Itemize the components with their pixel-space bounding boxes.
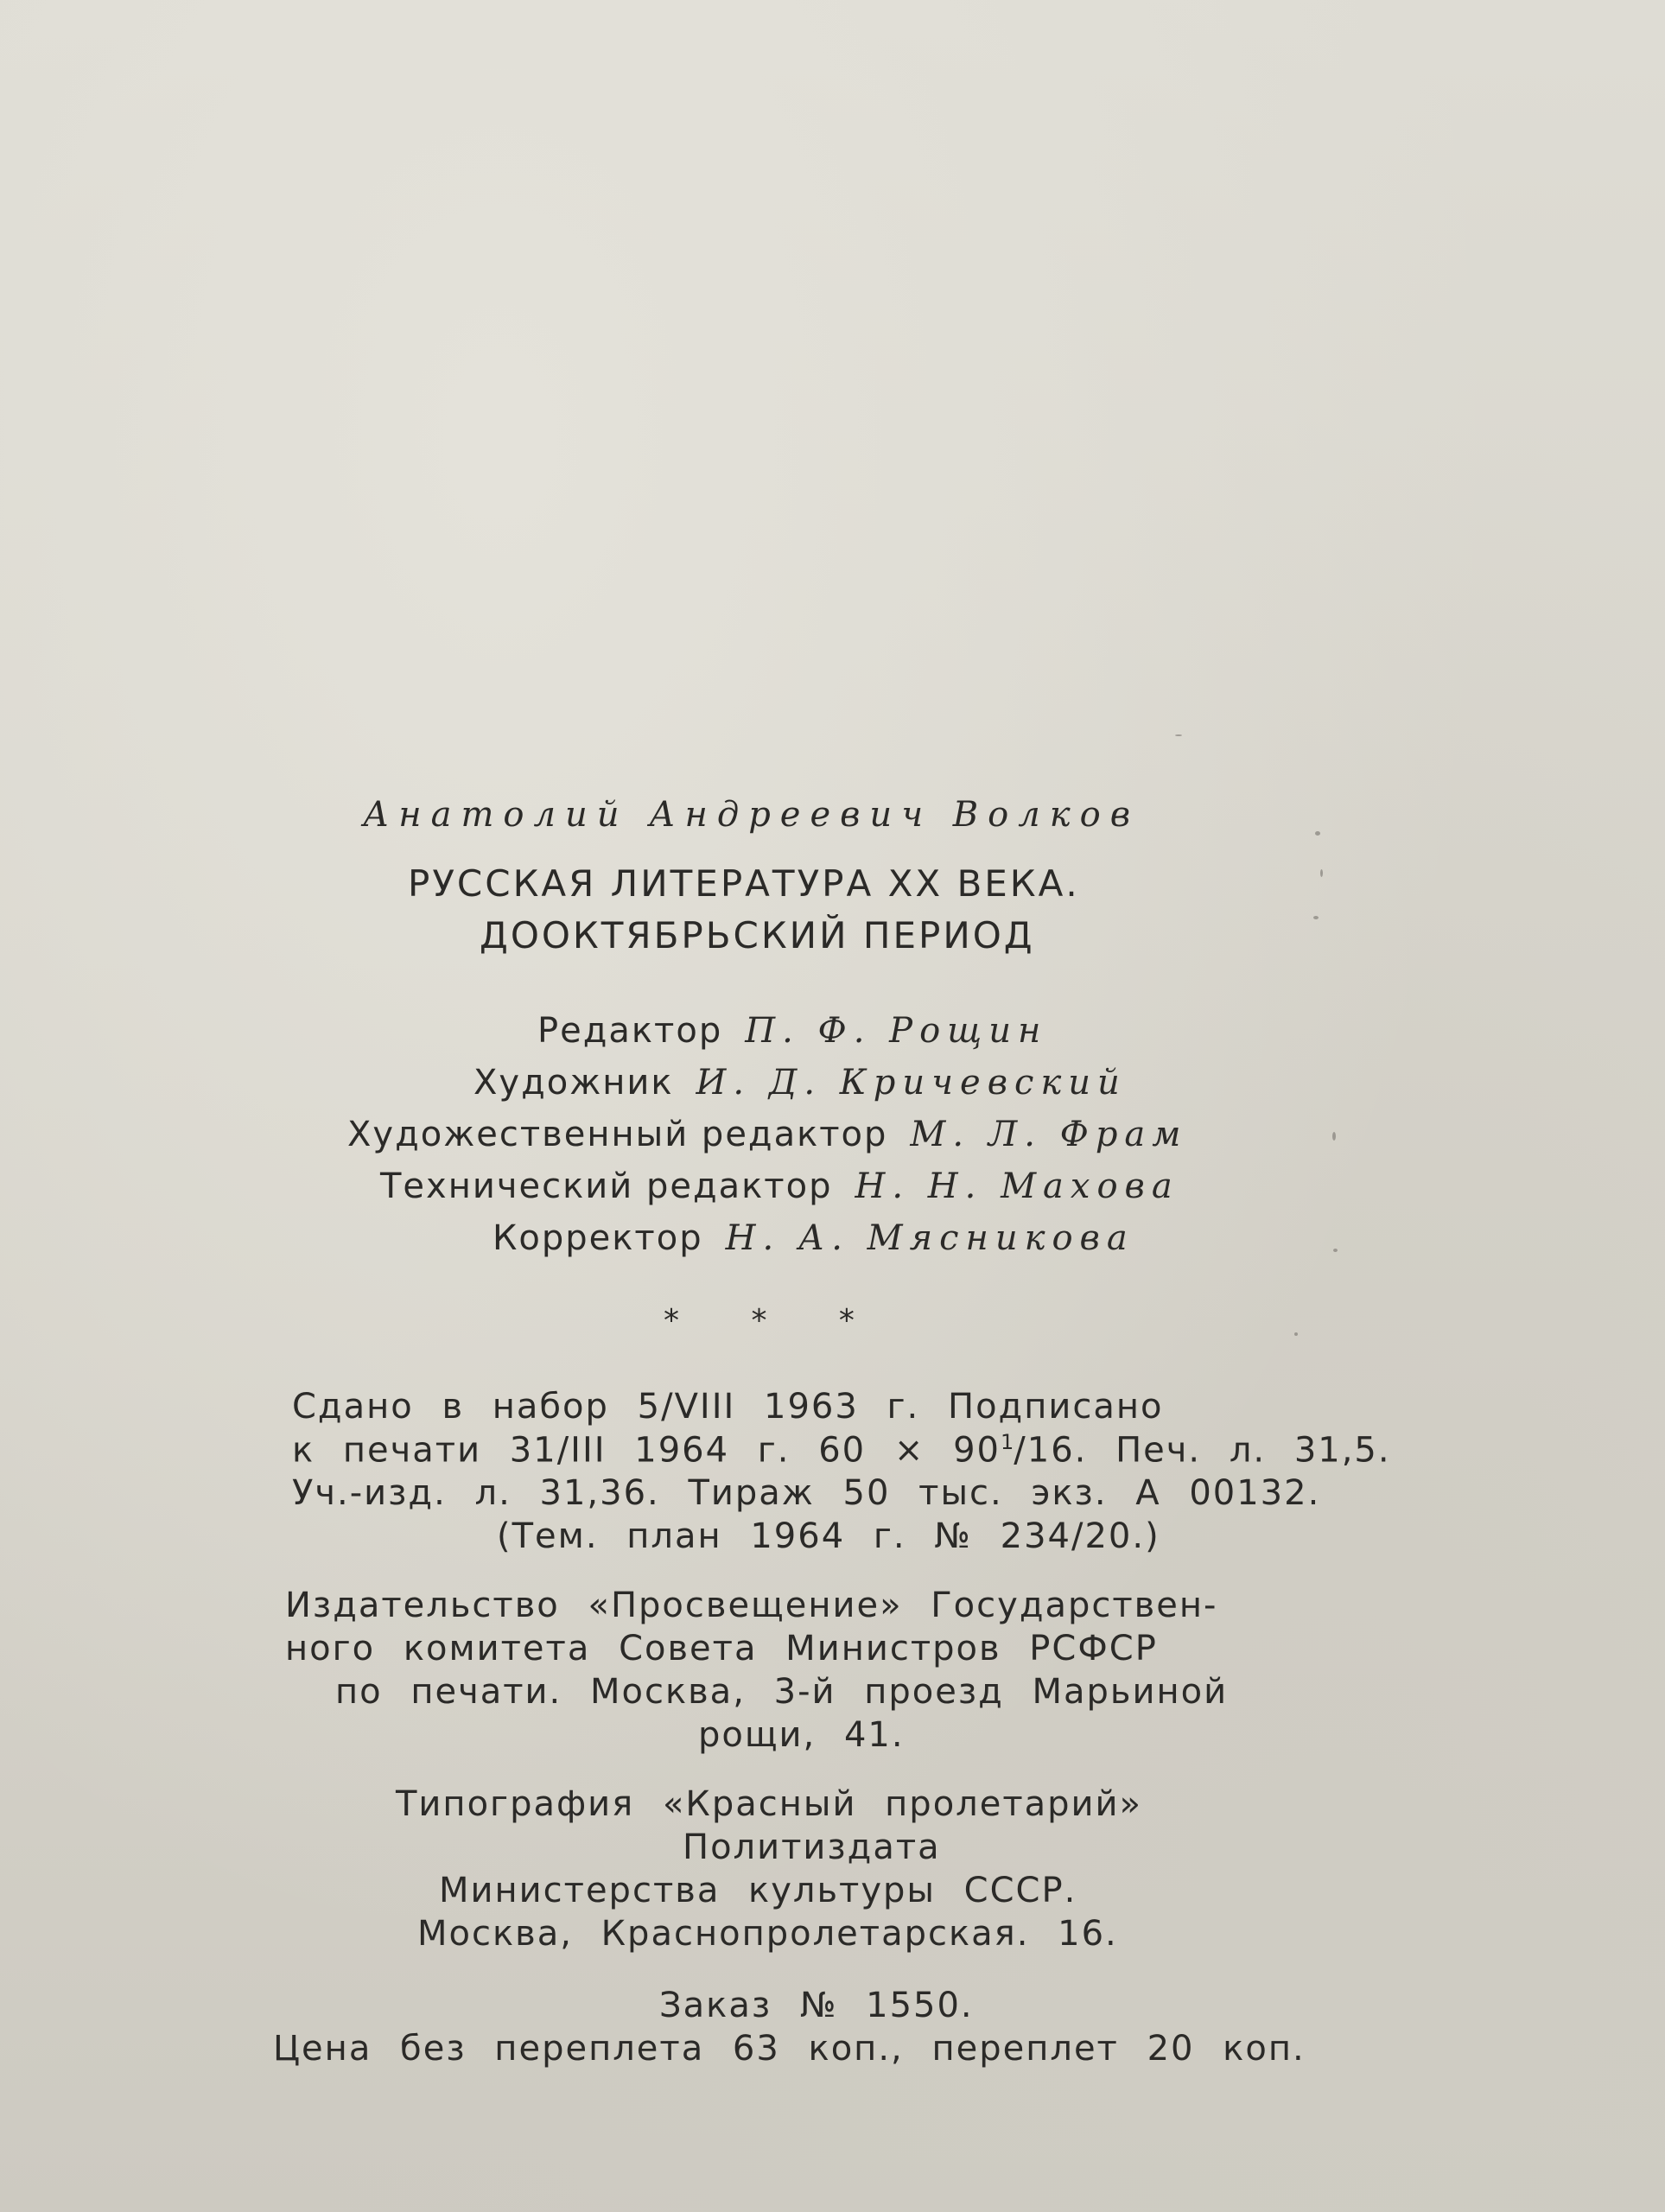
credit-art-editor	[347, 1115, 1187, 1154]
publisher-line-4: рощи, 41.	[698, 1715, 905, 1755]
print-details-format: к печати 31/III 1964 г. 60 × 90	[292, 1430, 1001, 1471]
order-number: Заказ № 1550.	[659, 1986, 974, 2025]
publisher-line-1: Издательство «Просвещение» Государствен-	[285, 1586, 1218, 1625]
credit-technical-editor	[380, 1166, 1179, 1206]
credit-person: М. Л. Фрам	[910, 1115, 1188, 1154]
print-details-format-rest: /16. Печ. л. 31,5.	[1014, 1430, 1391, 1471]
credit-person: И. Д. Кричевский	[696, 1063, 1127, 1103]
credit-person: Н. Н. Махова	[855, 1166, 1179, 1206]
paper-speck	[1313, 916, 1319, 919]
credit-artist	[473, 1063, 1127, 1103]
credit-role: Технический редактор	[380, 1166, 833, 1206]
publisher-line-2: ного комитета Совета Министров РСФСР	[285, 1629, 1158, 1669]
credit-role: Художник	[473, 1063, 674, 1103]
paper-speck	[1333, 1249, 1338, 1252]
credit-person: П. Ф. Рощин	[745, 1011, 1048, 1051]
credit-editor	[537, 1011, 1047, 1051]
print-details-format-superscript: 1	[1000, 1430, 1014, 1454]
author-name: Анатолий Андреевич Волков	[363, 795, 1140, 835]
print-details-line-4: (Тем. план 1964 г. № 234/20.)	[497, 1516, 1160, 1556]
paper-speck	[1294, 1332, 1298, 1336]
paper-speck	[1175, 734, 1182, 736]
paper-speck	[1315, 831, 1320, 836]
printer-line-3: Министерства культуры СССР.	[439, 1871, 1077, 1910]
paper-speck	[1332, 1132, 1336, 1141]
credit-proofreader	[493, 1218, 1134, 1258]
print-details-line-2	[292, 1430, 1391, 1470]
credit-role: Корректор	[493, 1218, 703, 1258]
book-title-line-1: РУССКАЯ ЛИТЕРАТУРА XX ВЕКА.	[408, 862, 1080, 905]
credit-role: Редактор	[537, 1011, 723, 1051]
credit-role: Художественный редактор	[347, 1115, 888, 1154]
publisher-line-3: по печати. Москва, 3-й проезд Марьиной	[335, 1672, 1229, 1712]
printer-line-4: Москва, Краснопролетарская. 16.	[417, 1914, 1118, 1954]
print-details-line-3: Уч.-изд. л. 31,36. Тираж 50 тыс. экз. А 00132.	[292, 1473, 1321, 1513]
paper-speck	[1320, 869, 1323, 877]
printer-line-1: Типография «Красный пролетарий»	[396, 1784, 1143, 1824]
price-line: Цена без переплета 63 коп., переплет 20 коп.	[273, 2029, 1306, 2069]
book-title-line-2: ДООКТЯБРЬСКИЙ ПЕРИОД	[480, 914, 1035, 957]
print-details-line-1: Сдано в набор 5/VIII 1963 г. Подписано	[292, 1387, 1164, 1427]
printer-line-2: Политиздата	[683, 1827, 941, 1867]
section-separator: * * *	[664, 1303, 886, 1338]
credit-person: Н. А. Мясникова	[725, 1218, 1134, 1258]
